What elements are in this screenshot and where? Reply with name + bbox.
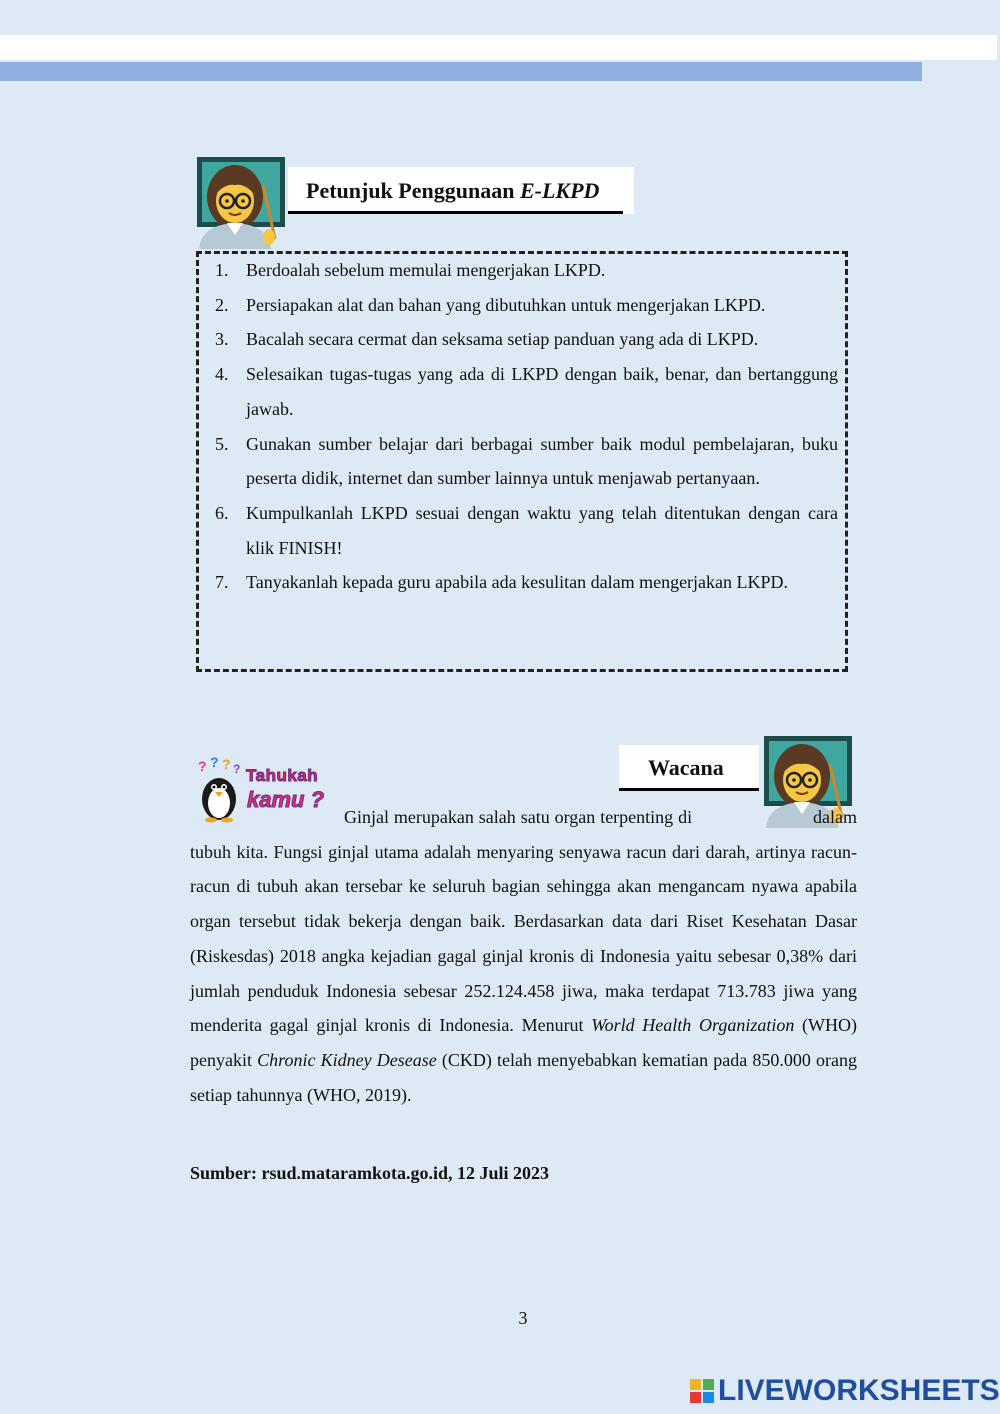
liveworksheets-brand-text: LIVEWORKSHEETS bbox=[718, 1374, 1000, 1407]
svg-text:?: ? bbox=[222, 757, 231, 772]
wacana-emphasis: World Health Organization bbox=[591, 1015, 795, 1036]
source-citation: Sumber: rsud.mataramkota.go.id, 12 Juli 2023 bbox=[190, 1163, 550, 1183]
tahukah-label: Tahukah bbox=[246, 766, 319, 785]
instruction-number: 2. bbox=[215, 294, 229, 315]
instruction-text: Persiapakan alat dan bahan yang dibutuhkan untuk mengerjakan LKPD. bbox=[246, 294, 766, 315]
page-number: 3 bbox=[518, 1308, 528, 1328]
instruction-number: 6. bbox=[215, 502, 229, 523]
instruction-text: Selesaikan tugas-tugas yang ada di LKPD dengan baik, benar, dan bertanggung jawab. bbox=[246, 364, 838, 419]
instruction-text: Berdoalah sebelum memulai mengerjakan LKPD. bbox=[246, 260, 606, 280]
instruction-text: Kumpulkanlah LKPD sesuai dengan waktu yang telah ditentukan dengan cara klik FINISH! bbox=[246, 502, 838, 558]
instructions-heading-text bbox=[306, 178, 599, 204]
svg-text:?: ? bbox=[210, 757, 219, 770]
wacana-heading bbox=[619, 745, 759, 791]
wacana-emphasis: Chronic Kidney Desease bbox=[257, 1049, 437, 1070]
instruction-number: 5. bbox=[215, 433, 229, 454]
instructions-list bbox=[215, 253, 838, 600]
liveworksheets-logo-icon bbox=[690, 1379, 714, 1403]
wacana-heading-underline bbox=[619, 788, 759, 791]
instruction-item bbox=[215, 357, 838, 426]
instruction-text: Bacalah secara cermat dan seksama setiap panduan yang ada di LKPD. bbox=[246, 329, 759, 350]
instruction-number: 3. bbox=[215, 329, 229, 350]
svg-text:?: ? bbox=[198, 758, 207, 774]
svg-text:?: ? bbox=[233, 762, 241, 776]
instruction-item bbox=[215, 288, 838, 323]
liveworksheets-logo[interactable] bbox=[690, 1373, 1000, 1409]
instruction-item bbox=[215, 253, 838, 288]
wacana-paragraph-part: (CKD) telah menyebabkan kematian pada 850.000 orang setiap tahunnya (WHO, 2019). bbox=[190, 1049, 858, 1105]
instruction-number: 1. bbox=[215, 260, 229, 280]
header-white-band bbox=[0, 35, 997, 60]
heading-underline bbox=[288, 211, 623, 214]
instruction-item bbox=[215, 496, 838, 565]
instruction-item bbox=[215, 322, 838, 357]
instructions-heading bbox=[288, 167, 634, 214]
wacana-paragraph bbox=[190, 800, 857, 1112]
instruction-item bbox=[215, 427, 838, 496]
wacana-paragraph-part: dalam tubuh kita. Fungsi ginjal utama adalah menyaring senyawa racun dari darah, artinya racun-racun di tubuh akan tersebar ke seluruh bagian sehingga akan mengancam nyawa apabila organ tersebut tidak bekerja dengan baik. Berdasarkan data dari Riset Kesehatan Dasar (Riskesdas) 2018 angka kejadian gagal ginjal kronis di Indonesia yaitu sebesar 0,38% dari jumlah penduduk Indonesia sebesar 252.124.458 jiwa, maka terdapat 713.783 jiwa yang menderita gagal ginjal kronis di Indonesia. Menurut bbox=[190, 807, 857, 1036]
wacana-paragraph-part: (WHO) penyakit bbox=[190, 1015, 858, 1070]
instruction-number: 4. bbox=[215, 364, 229, 385]
wacana-paragraph-intro: Ginjal merupakan salah satu organ terpenting di bbox=[344, 807, 693, 827]
kamu-label: kamu ? bbox=[247, 787, 325, 812]
instruction-text: Tanyakanlah kepada guru apabila ada kesulitan dalam mengerjakan LKPD. bbox=[246, 572, 789, 593]
wacana-heading-text: Wacana bbox=[648, 755, 724, 780]
teacher-icon bbox=[193, 155, 289, 247]
heading-title-prefix: Petunjuk Penggunaan bbox=[306, 177, 520, 203]
instruction-text: Gunakan sumber belajar dari berbagai sumber baik modul pembelajaran, buku peserta didik, internet dan sumber lainnya untuk menjawab pertanyaan. bbox=[246, 433, 838, 489]
heading-title-emphasis: E-LKPD bbox=[519, 177, 600, 203]
instruction-item bbox=[215, 565, 838, 600]
header-blue-bar bbox=[0, 62, 922, 81]
instruction-number: 7. bbox=[215, 572, 229, 593]
